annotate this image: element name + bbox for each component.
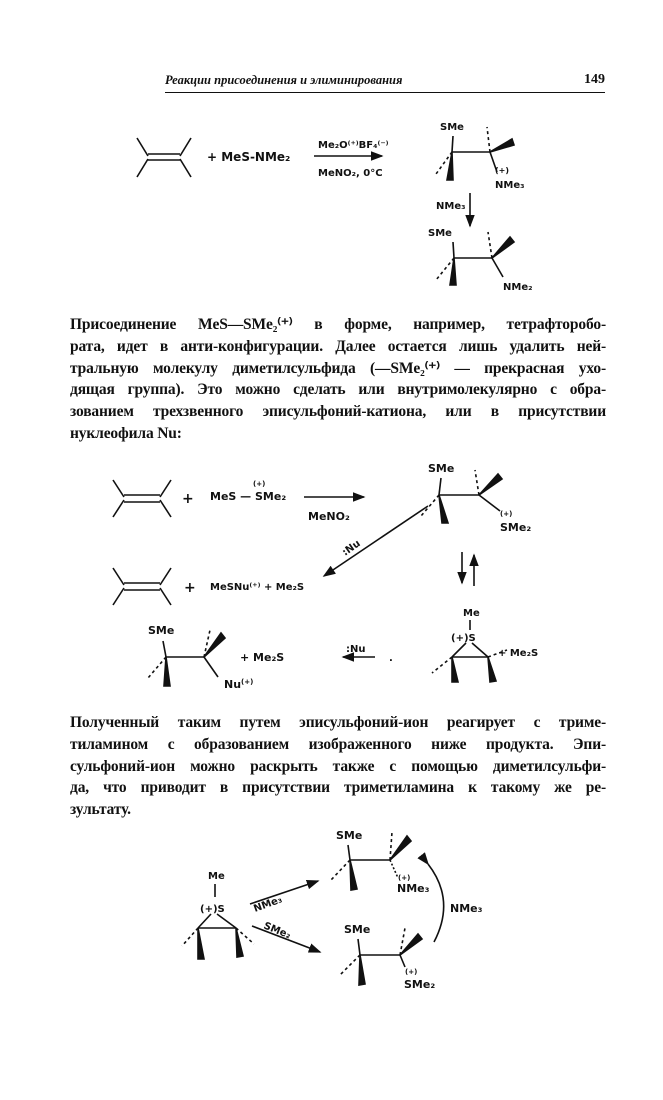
scheme2-plus1: + (182, 491, 194, 507)
scheme1-condition-bottom: MeNO₂, 0°C (318, 168, 383, 179)
p2-line: тиламином с образованием изображенного ниже продукта. Эпи- (70, 735, 606, 753)
p2-nme2: NMe₂ (503, 282, 533, 293)
paragraph-2 (70, 712, 606, 821)
page-number: 149 (584, 72, 605, 87)
scheme2-nu-label2: :Nu (346, 644, 366, 655)
scheme3-top-product (331, 829, 430, 895)
s3t-sme: SMe (336, 829, 363, 842)
s3b-charge: (+) (405, 968, 418, 976)
scheme1-arrow-reagent: NMe₃ (436, 201, 466, 212)
p2-line: зультату. (70, 801, 131, 819)
scheme2-episulfonium (432, 608, 507, 682)
running-title: Реакции присоединения и элиминирования (165, 73, 403, 87)
s2-sme: SMe (428, 462, 455, 475)
scheme1-alkene (137, 138, 191, 177)
scheme2-product (421, 462, 531, 534)
s3t-charge: (+) (398, 874, 411, 882)
scheme2-final-product (148, 624, 253, 691)
p1-line: дящая группа). Это можно сделать или внутримолекулярно с обра- (70, 381, 606, 399)
scheme2-reagent: MeS — SMe₂ (210, 490, 287, 503)
paragraph-1 (70, 314, 606, 445)
scheme1-product1 (436, 122, 524, 191)
scheme2-dot: . (389, 653, 393, 664)
p1-line: зованием трехзвенного эписульфоний-катиона, или в присутствии (70, 403, 606, 421)
scheme3-sme2-label: SMe₂ (261, 920, 293, 942)
scheme1-condition-top: Me₂O⁽⁺⁾BF₄⁽⁻⁾ (318, 140, 389, 151)
scheme2-alkene1 (113, 480, 171, 517)
s2f-sme: SMe (148, 624, 175, 637)
scheme2-plus2: + (184, 580, 196, 596)
ep-s: (+)S (451, 633, 476, 644)
s3b-sme2: SMe₂ (404, 978, 436, 991)
scheme3-episulfonium (182, 871, 254, 959)
ep-me: Me (463, 608, 480, 619)
p1-nme3: NMe₃ (495, 180, 525, 191)
p1-line: рата, идет в анти-конфигурации. Далее остается лишь удалить ней- (70, 337, 606, 355)
p2-line: Полученный таким путем эписульфоний-ион реагирует с триме- (70, 714, 606, 731)
scheme3-nme3-label: NMe₃ (252, 894, 284, 915)
scheme2-reagent-charge: (+) (253, 480, 266, 488)
scheme2-final-plus: + Me₂S (240, 651, 285, 664)
s2-sme2: SMe₂ (500, 521, 532, 534)
scheme2-episulf-plus: + Me₂S (498, 648, 539, 659)
p2-line: сульфоний-ион можно раскрыть также с помощью диметилсульфи- (70, 757, 606, 775)
scheme3-curved-arrow (428, 864, 444, 942)
scheme1-reagent: + MeS-NMe₂ (207, 150, 291, 164)
scheme3-bottom-product (340, 923, 435, 991)
s2f-charge: (+) (241, 678, 254, 686)
s3-s: (+)S (200, 904, 225, 915)
s3-me: Me (208, 871, 225, 882)
scheme3-curve-label: NMe₃ (450, 902, 483, 915)
scheme1-product2 (428, 228, 532, 293)
p1-line: тральную молекулу диметилсульфида (—SMe₂⁽⁺⁾ — прекрасная ухо- (70, 359, 606, 377)
p1-line: нуклеофила Nu: (70, 424, 182, 442)
s3t-nme3: NMe₃ (397, 882, 430, 895)
scheme2-side-products: MeSNu⁽⁺⁾ + Me₂S (210, 582, 305, 593)
s2f-nu: Nu (224, 678, 242, 691)
p1-sme: SMe (440, 122, 464, 133)
s2-charge: (+) (500, 510, 513, 518)
s3b-sme: SMe (344, 923, 371, 936)
scheme2-condition: MeNO₂ (308, 510, 350, 523)
p2-sme: SMe (428, 228, 452, 239)
p1-charge: (+) (495, 166, 510, 175)
scheme2-nu-label: :Nu (340, 538, 363, 559)
p2-line: да, что приводит в присутствии триметиламина к такому же ре- (70, 779, 606, 797)
p1-line: Присоединение MeS—SMe₂⁽⁺⁾ в форме, например, тетрафторобо- (70, 316, 606, 333)
scheme2-alkene2 (113, 568, 171, 605)
